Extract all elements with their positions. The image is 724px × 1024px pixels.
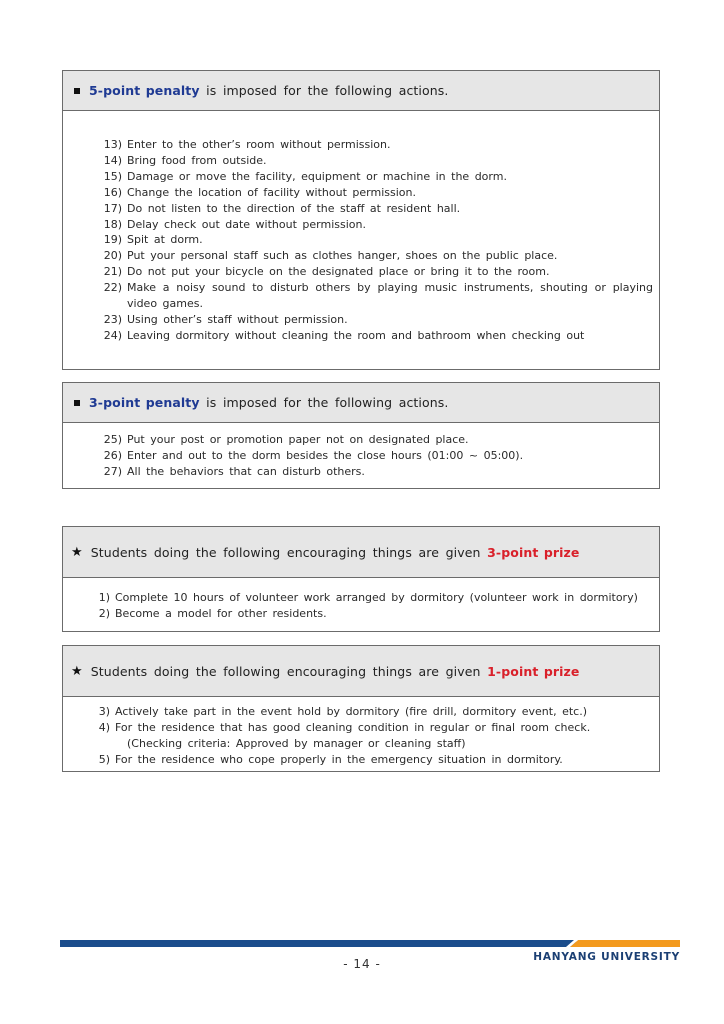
list-item (103, 248, 653, 264)
list-item (103, 232, 653, 248)
item-number: 20) (103, 249, 122, 263)
list-item (103, 328, 653, 344)
list-item (103, 264, 653, 280)
item-text: Put your personal staff such as clothes hanger, shoes on the public place. (127, 249, 558, 263)
item-number: 25) (103, 433, 122, 446)
item-number: 14) (103, 153, 122, 167)
item-number: 24) (103, 328, 122, 342)
prize-1-heading (63, 646, 659, 697)
item-text: Using other’s staff without permission. (127, 312, 348, 326)
item-text: Delay check out date without permission. (127, 217, 366, 231)
square-bullet-icon (74, 88, 80, 94)
list-item (103, 137, 653, 153)
prize-3-box (62, 526, 660, 632)
item-number: 21) (103, 265, 122, 279)
list-item (103, 464, 653, 480)
item-text: Bring food from outside. (127, 153, 267, 167)
item-number: 1) (98, 591, 110, 604)
item-text: Make a noisy sound to disturb others by playing music instruments, shouting or playing video games. (127, 281, 653, 311)
item-number: 26) (103, 448, 122, 462)
item-number: 27) (103, 464, 122, 478)
item-number: 17) (103, 201, 122, 215)
item-text: Complete 10 hours of volunteer work arranged by dormitory (volunteer work in dormitory) (115, 591, 638, 604)
penalty-5-box (62, 70, 660, 370)
item-number: 5) (98, 752, 110, 766)
list-item (103, 312, 653, 328)
item-text: Become a model for other residents. (115, 606, 327, 620)
university-logo-text: HANYANG UNIVERSITY (533, 951, 680, 963)
footer-blue-bar (60, 940, 576, 947)
penalty-5-heading-text: is imposed for the following actions. (199, 83, 449, 98)
list-item (98, 720, 653, 736)
list-item (103, 201, 653, 217)
item-subtext: (Checking criteria: Approved by manager or cleaning staff) (127, 736, 466, 750)
penalty-3-highlight: 3-point penalty (89, 395, 200, 410)
prize-3-heading-text: Students doing the following encouraging things are given (90, 544, 488, 560)
prize-1-box (62, 645, 660, 772)
item-text: For the residence who cope properly in the emergency situation in dormitory. (115, 752, 563, 766)
item-number: 19) (103, 233, 122, 247)
page-number: - 14 - (343, 957, 381, 971)
penalty-3-heading (63, 383, 659, 423)
item-text: Change the location of facility without permission. (127, 185, 416, 199)
square-bullet-icon (74, 400, 80, 406)
footer-orange-bar (570, 940, 680, 947)
list-item (103, 432, 653, 448)
penalty-5-highlight: 5-point penalty (89, 83, 200, 98)
item-number: 16) (103, 185, 122, 199)
penalty-5-heading (63, 71, 659, 111)
item-number: 22) (103, 281, 122, 295)
prize-1-highlight: 1-point prize (487, 663, 580, 679)
list-item (98, 752, 653, 768)
list-item (103, 169, 653, 185)
item-text: Put your post or promotion paper not on designated place. (127, 433, 469, 446)
item-number-spacer (85, 736, 110, 752)
list-item (103, 217, 653, 233)
item-text: Damage or move the facility, equipment or machine in the dorm. (127, 169, 507, 183)
list-item (98, 590, 653, 606)
list-item (98, 704, 653, 720)
list-item (103, 185, 653, 201)
item-number: 3) (98, 705, 110, 718)
prize-3-list (63, 578, 659, 622)
list-item (103, 280, 653, 312)
penalty-3-list (63, 423, 659, 480)
prize-3-heading (63, 527, 659, 578)
item-number: 13) (103, 138, 122, 151)
star-icon: ★ (71, 663, 83, 679)
penalty-5-list (63, 111, 659, 344)
list-item (103, 153, 653, 169)
item-text: All the behaviors that can disturb others. (127, 464, 365, 478)
item-text: Do not listen to the direction of the staff at resident hall. (127, 201, 461, 215)
item-number: 23) (103, 312, 122, 326)
item-text: Enter and out to the dorm besides the close hours (01:00 ~ 05:00). (127, 448, 524, 462)
item-text: Do not put your bicycle on the designated place or bring it to the room. (127, 265, 550, 279)
item-number: 15) (103, 169, 122, 183)
item-text: Actively take part in the event hold by dormitory (fire drill, dormitory event, etc.) (115, 705, 588, 718)
star-icon: ★ (71, 544, 83, 560)
item-text: Spit at dorm. (127, 233, 203, 247)
list-item (103, 448, 653, 464)
penalty-3-heading-text: is imposed for the following actions. (199, 395, 449, 410)
item-text: Enter to the other’s room without permission. (127, 138, 391, 151)
item-text: For the residence that has good cleaning condition in regular or final room check. (115, 720, 591, 734)
item-text: Leaving dormitory without cleaning the room and bathroom when checking out (127, 328, 585, 342)
penalty-3-box (62, 382, 660, 489)
list-item-sub (115, 736, 653, 752)
prize-3-highlight: 3-point prize (487, 544, 580, 560)
list-item (98, 606, 653, 622)
item-number: 2) (98, 606, 110, 620)
item-number: 18) (103, 217, 122, 231)
prize-1-heading-text: Students doing the following encouraging things are given (90, 663, 488, 679)
prize-1-list (63, 697, 659, 768)
item-number: 4) (98, 720, 110, 734)
